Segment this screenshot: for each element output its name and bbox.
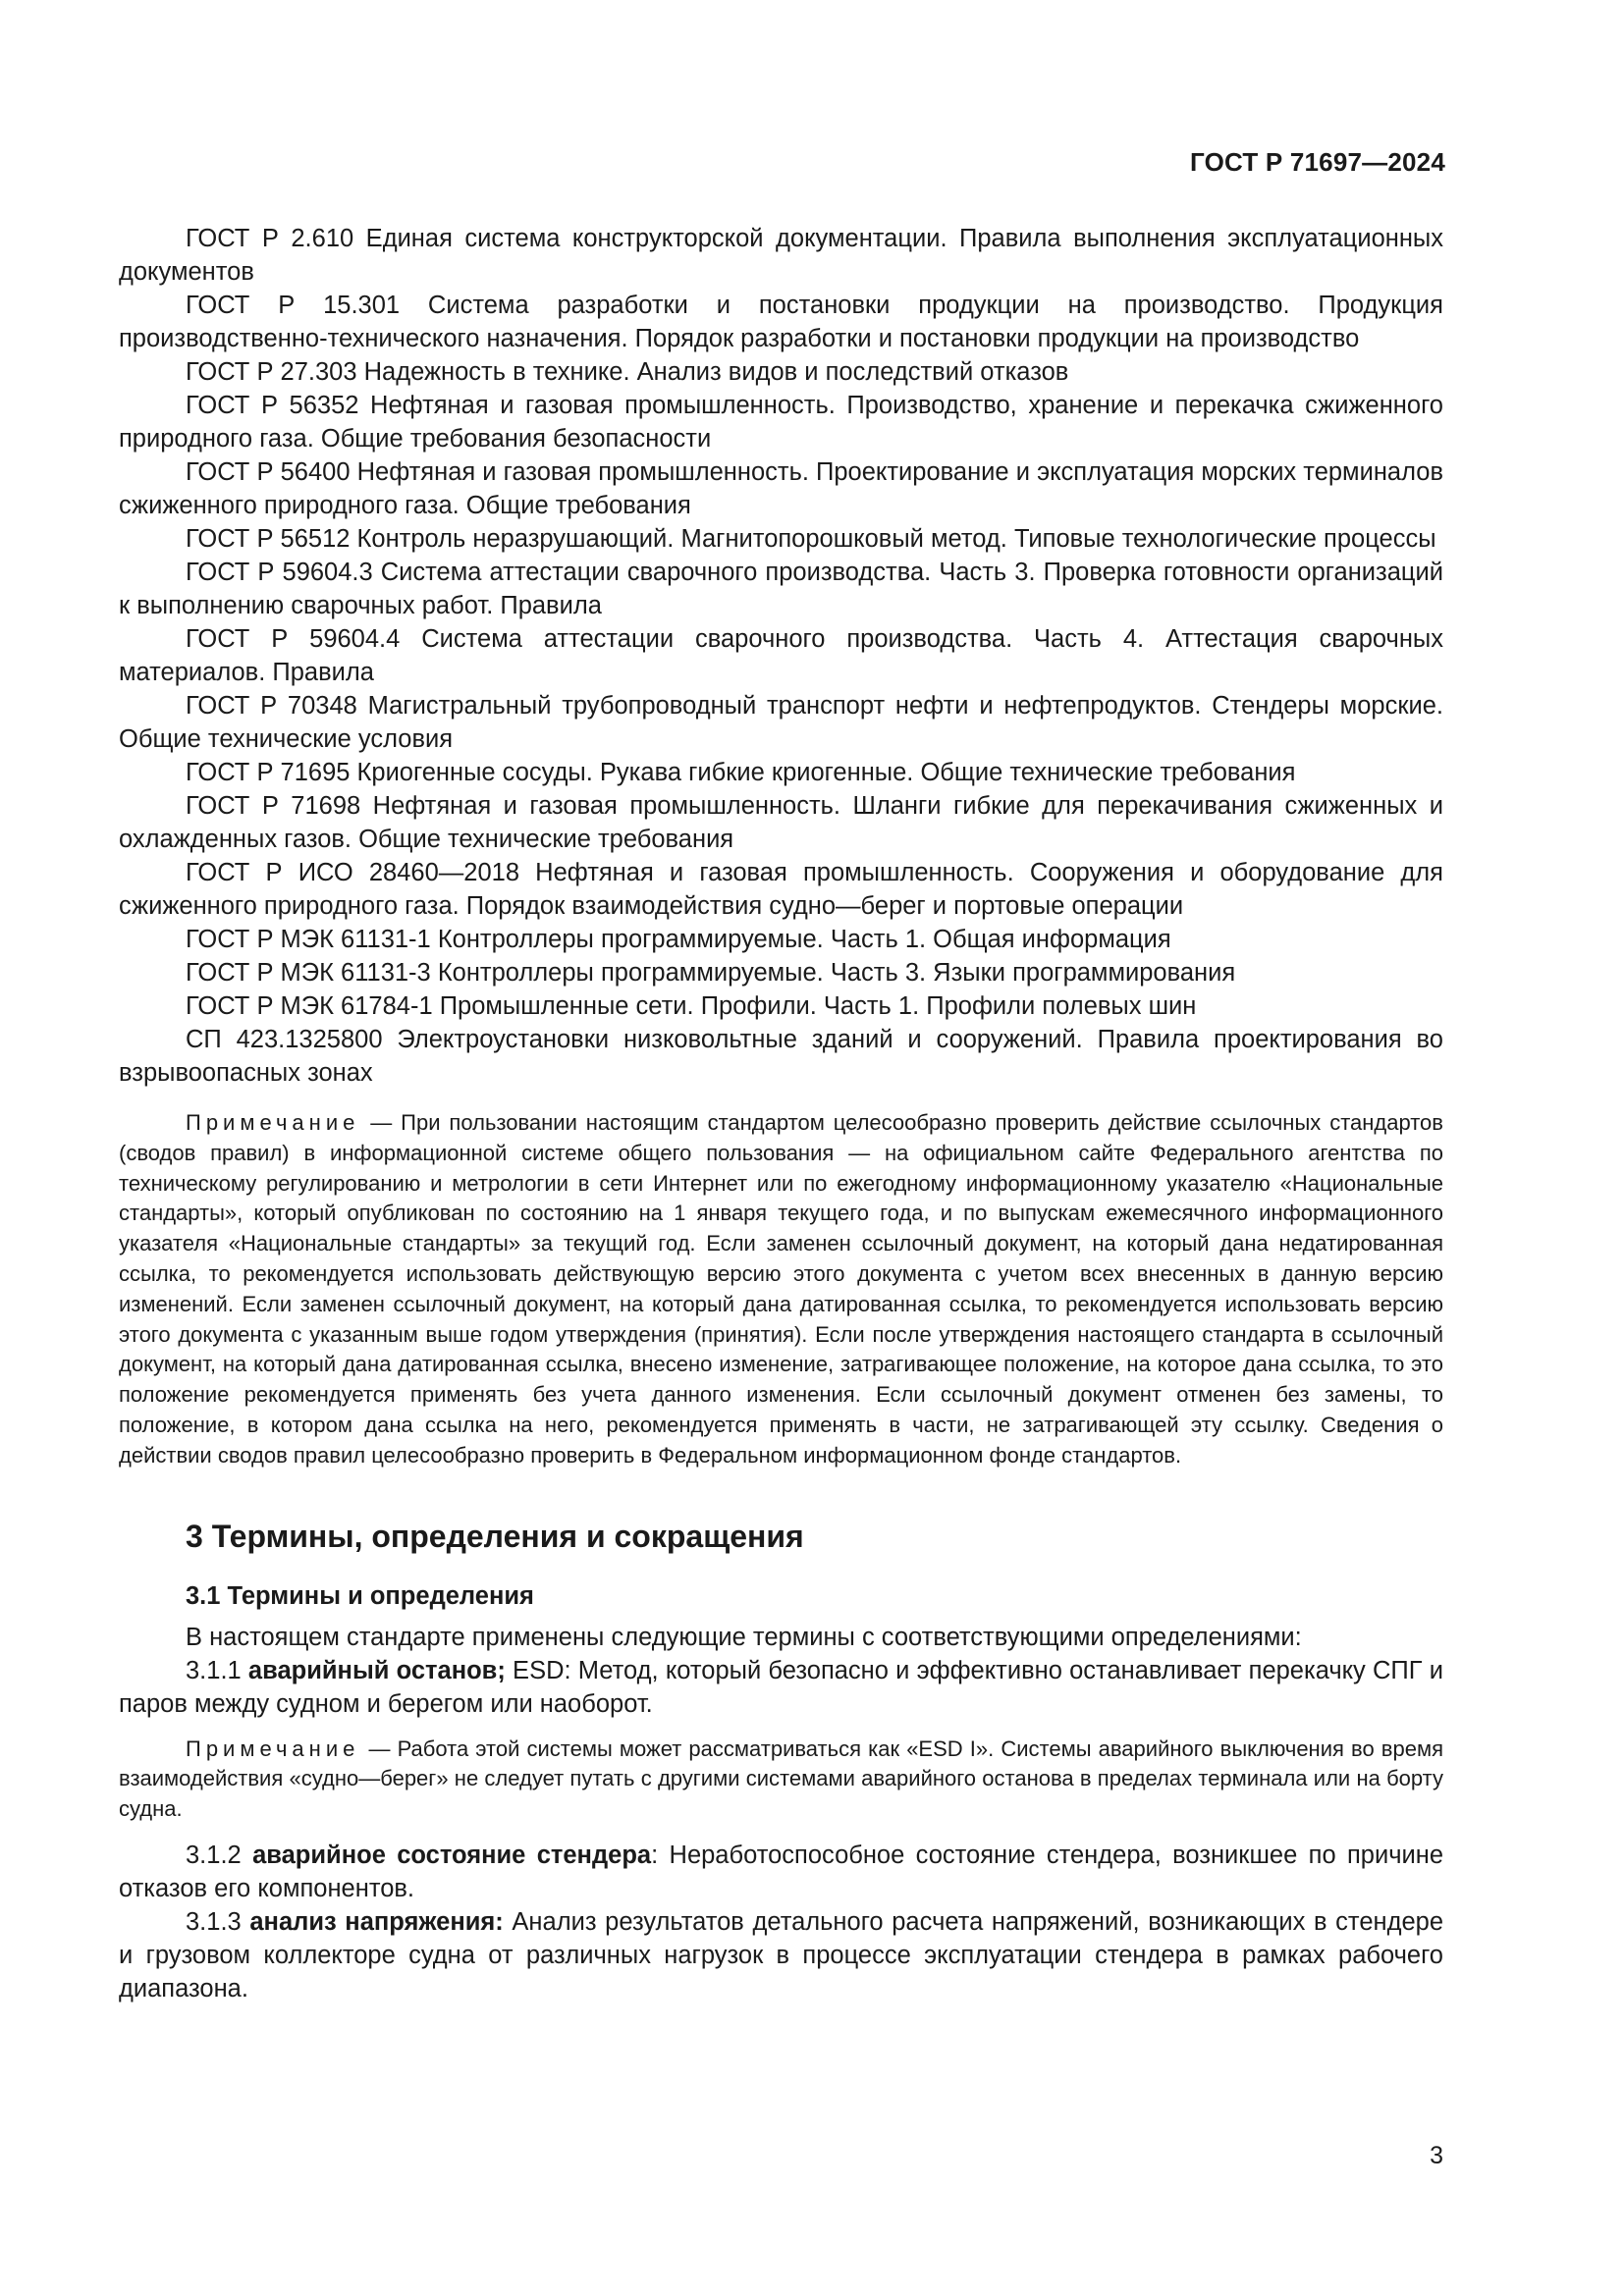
term-definition: ESD: Метод, который безопасно и эффективно останавливает перекачку СПГ и паров между судном и берегом или наоборот. bbox=[119, 1656, 1444, 1718]
reference-item: ГОСТ Р 56512 Контроль неразрушающий. Магнитопорошковый метод. Типовые технологические процессы bbox=[186, 525, 1436, 553]
section-heading: 3 Термины, определения и сокращения bbox=[186, 1518, 804, 1554]
term-note bbox=[119, 1735, 1443, 1825]
references-note bbox=[119, 1108, 1443, 1471]
reference-item: СП 423.1325800 Электроустановки низковольтные зданий и сооружений. Правила проектирования во взрывоопасных зонах bbox=[119, 1026, 1443, 1087]
reference-item: ГОСТ Р 71698 Нефтяная и газовая промышленность. Шланги гибкие для перекачивания сжиженных и охлажденных газов. Общие технические требования bbox=[119, 792, 1443, 853]
term-entry-3-1-2 bbox=[119, 1839, 1443, 1905]
note-label: Примечание bbox=[186, 1110, 360, 1135]
reference-item: ГОСТ Р 59604.4 Система аттестации сварочного производства. Часть 4. Аттестация сварочных материалов. Правила bbox=[119, 625, 1443, 686]
terms-intro: В настоящем стандарте применены следующие термины с соответствующими определениями: bbox=[186, 1623, 1302, 1651]
document-header: ГОСТ Р 71697—2024 bbox=[1190, 147, 1445, 177]
subsection-heading: 3.1 Термины и определения bbox=[186, 1581, 534, 1610]
term-entry-3-1-1 bbox=[119, 1654, 1443, 1721]
reference-item: ГОСТ Р ИСО 28460—2018 Нефтяная и газовая промышленность. Сооружения и оборудование для сжиженного природного газа. Порядок взаимодействия судно—берег и портовые операции bbox=[119, 859, 1443, 920]
reference-item: ГОСТ Р 70348 Магистральный трубопроводный транспорт нефти и нефтепродуктов. Стендеры морские. Общие технические условия bbox=[119, 692, 1443, 753]
reference-item: ГОСТ Р 59604.3 Система аттестации сварочного производства. Часть 3. Проверка готовности организаций к выполнению сварочных работ. Правила bbox=[119, 559, 1443, 619]
reference-item: ГОСТ Р МЭК 61131-3 Контроллеры программируемые. Часть 3. Языки программирования bbox=[186, 959, 1236, 987]
reference-item: ГОСТ Р МЭК 61784-1 Промышленные сети. Профили. Часть 1. Профили полевых шин bbox=[186, 992, 1197, 1020]
term-number: 3.1.1 bbox=[186, 1656, 242, 1684]
term-name: анализ напряжения: bbox=[249, 1907, 504, 1936]
term-definition: : Неработоспособное состояние стендера, возникшее по причине отказов его компонентов. bbox=[119, 1841, 1443, 1902]
term-name: аварийное состояние стендера bbox=[252, 1841, 652, 1869]
term-name: аварийный останов; bbox=[247, 1656, 506, 1684]
reference-item: ГОСТ Р 15.301 Система разработки и постановки продукции на производство. Продукция производственно-технического назначения. Порядок разработки и постановки продукции на производство bbox=[119, 292, 1443, 352]
reference-item: ГОСТ Р МЭК 61131-1 Контроллеры программируемые. Часть 1. Общая информация bbox=[186, 926, 1171, 953]
note-text: — Работа этой системы может рассматриваться как «ESD I». Системы аварийного выключения во время взаимодействия «судно—берег» не следует путать с другими системами аварийного останова в пределах терминала или на борту судна. bbox=[119, 1735, 1443, 1822]
reference-item: ГОСТ Р 56400 Нефтяная и газовая промышленность. Проектирование и эксплуатация морских терминалов сжиженного природного газа. Общие требования bbox=[119, 458, 1443, 519]
term-entry-3-1-3 bbox=[119, 1905, 1443, 2005]
note-text: — При пользовании настоящим стандартом целесообразно проверить действие ссылочных стандартов (сводов правил) в информационной системе общего пользования — на официальном сайте Федерального агентства по техническому регулированию и метрологии в сети Интернет или по ежегодному информационному указателю «Национальные стандарты», который опубликован по состоянию на 1 января текущего года, и по выпускам ежемесячного информационного указателя «Национальные стандарты» за текущий год. Если заменен ссылочный документ, на который дана недатированная ссылка, то рекомендуется использовать действующую версию этого документа с учетом всех внесенных в данную версию изменений. Если заменен ссылочный документ, на который дана датированная ссылка, то рекомендуется использовать версию этого документа с указанным выше годом утверждения (принятия). Если после утверждения настоящего стандарта в ссылочный документ, на который дана датированная ссылка, внесено изменение, затрагивающее положение, на которое дана ссылка, то это положение рекомендуется применять без учета данного изменения. Если ссылочный документ отменен без замены, то положение, в котором дана ссылка на него, рекомендуется применять в части, не затрагивающей эту ссылку. Сведения о действии сводов правил целесообразно проверить в Федеральном информационном фонде стандартов. bbox=[119, 1110, 1443, 1468]
term-definition: Анализ результатов детального расчета напряжений, возникающих в стендере и грузовом коллекторе судна от различных нагрузок в процессе эксплуатации стендера в рамках рабочего диапазона. bbox=[119, 1907, 1444, 2002]
term-number: 3.1.2 bbox=[186, 1841, 242, 1869]
reference-item: ГОСТ Р 56352 Нефтяная и газовая промышленность. Производство, хранение и перекачка сжиженного природного газа. Общие требования безопасности bbox=[119, 392, 1443, 453]
page-number: 3 bbox=[1430, 2142, 1443, 2169]
page-content bbox=[119, 222, 1443, 2005]
reference-item: ГОСТ Р 71695 Криогенные сосуды. Рукава гибкие криогенные. Общие технические требования bbox=[186, 759, 1296, 786]
term-number: 3.1.3 bbox=[186, 1907, 242, 1936]
reference-item: ГОСТ Р 27.303 Надежность в технике. Анализ видов и последствий отказов bbox=[186, 358, 1069, 386]
reference-item: ГОСТ Р 2.610 Единая система конструкторской документации. Правила выполнения эксплуатационных документов bbox=[119, 225, 1443, 286]
note-label: Примечание bbox=[186, 1735, 360, 1761]
